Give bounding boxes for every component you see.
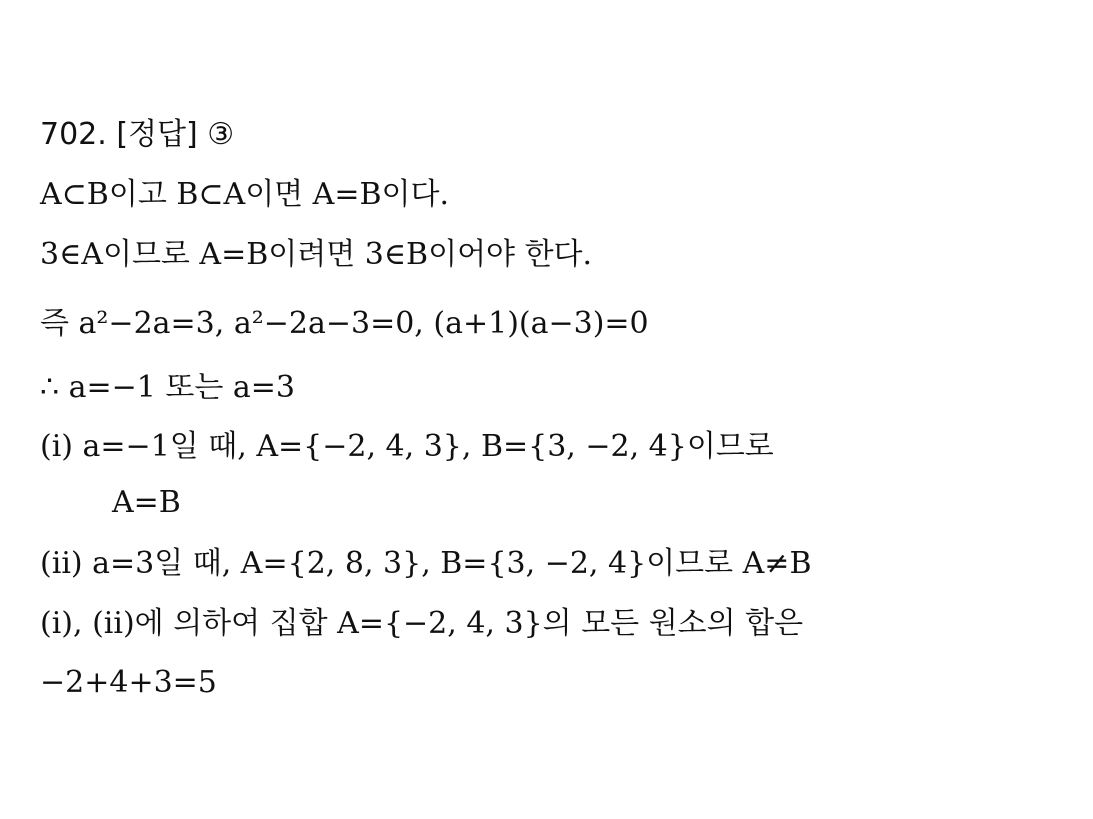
solution-line-equation: 즉 a²−2a=3, a²−2a−3=0, (a+1)(a−3)=0 (40, 306, 649, 341)
problem-header: 702. [정답] ③ (40, 117, 235, 152)
solution-line-case-1-result: A=B (112, 485, 181, 520)
solution-line-case-2: (ⅱ) a=3일 때, A={2, 8, 3}, B={3, −2, 4}이므로 A≠B (40, 546, 812, 581)
solution-line-conclusion: (ⅰ), (ⅱ)에 의하여 집합 A={−2, 4, 3}의 모든 원소의 합은 (40, 606, 804, 641)
solution-line-subset-condition: A⊂B이고 B⊂A이면 A=B이다. (40, 177, 450, 212)
solution-line-roots: ∴ a=−1 또는 a=3 (40, 370, 296, 405)
solution-line-membership: 3∈A이므로 A=B이려면 3∈B이어야 한다. (40, 237, 593, 272)
solution-line-case-1: (ⅰ) a=−1일 때, A={−2, 4, 3}, B={3, −2, 4}이므로 (40, 429, 774, 464)
solution-line-sum: −2+4+3=5 (40, 665, 217, 700)
